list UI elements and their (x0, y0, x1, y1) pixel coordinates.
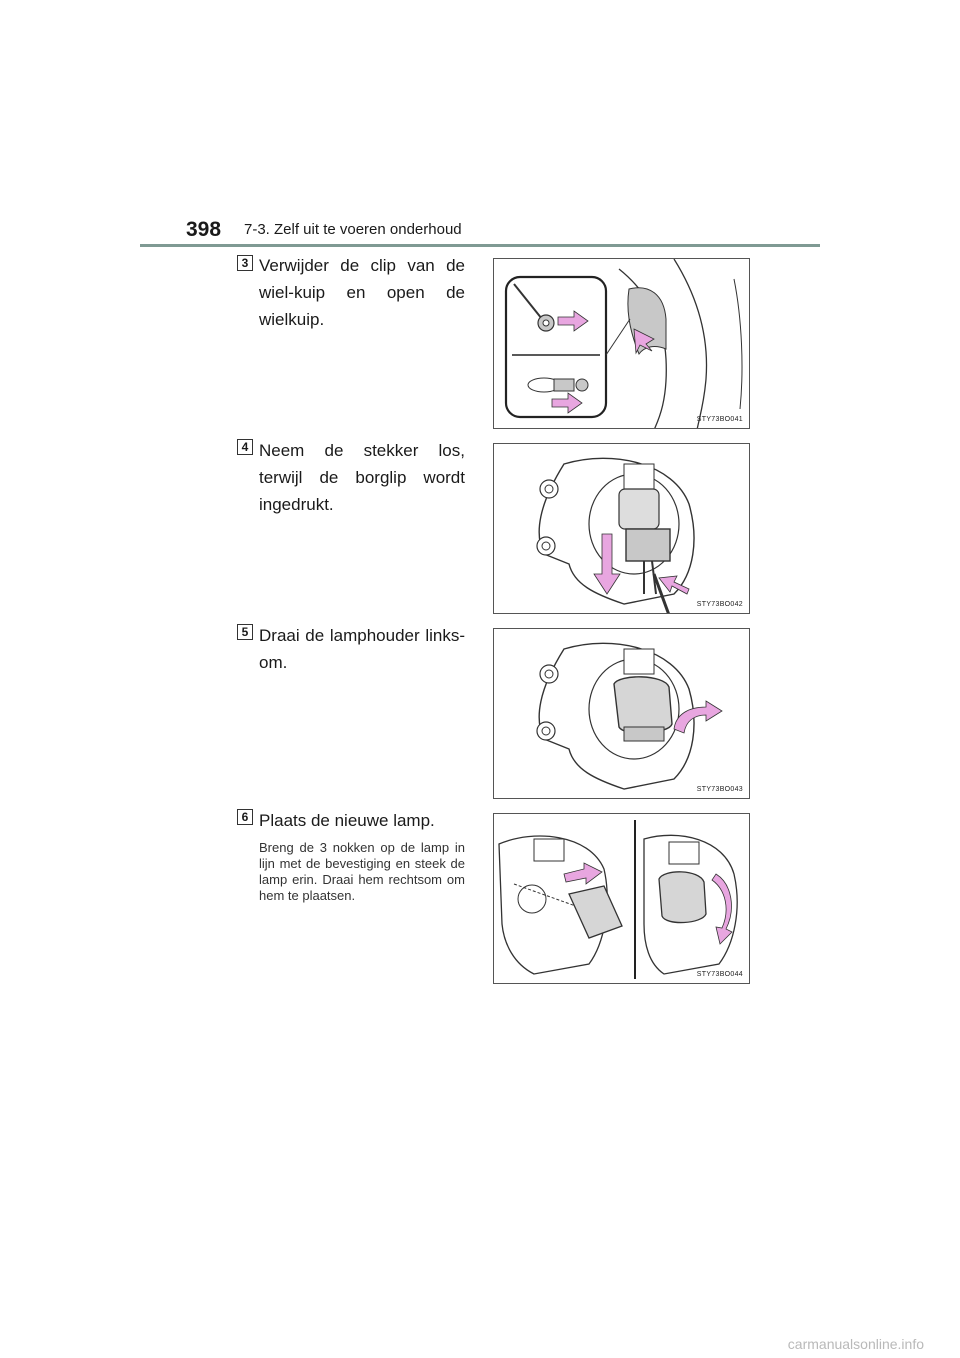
step-badge: 3 (237, 255, 253, 271)
figure-code: STY73BO044 (696, 971, 743, 978)
step-badge: 6 (237, 809, 253, 825)
connector-illustration (494, 444, 750, 614)
watermark: carmanualsonline.info (787, 1336, 924, 1352)
step-badge: 5 (237, 624, 253, 640)
figure-code: STY73BO043 (696, 786, 743, 793)
install-bulb-illustration (494, 814, 750, 984)
section-title: 7-3. Zelf uit te voeren onderhoud (244, 221, 462, 238)
figure-code: STY73BO041 (696, 416, 743, 423)
step-note: Breng de 3 nokken op de lamp in lijn met de bevestiging en steek de lamp erin. Draai hem rechtsom om hem te plaatsen. (259, 840, 465, 903)
figure-wheel-well-clip (493, 258, 750, 429)
step-text: Draai de lamphouder links-om. (259, 626, 465, 672)
figure-code: STY73BO042 (696, 601, 743, 608)
step-text: Verwijder de clip van de wiel-kuip en open de wielkuip. (259, 256, 465, 329)
step-text: Neem de stekker los, terwijl de borglip wordt ingedrukt. (259, 441, 465, 514)
figure-bulb-holder (493, 628, 750, 799)
figure-connector (493, 443, 750, 614)
header-rule (140, 244, 820, 247)
step-text: Plaats de nieuwe lamp. (259, 811, 435, 830)
figure-install-bulb (493, 813, 750, 984)
page-number: 398 (186, 218, 222, 241)
bulb-holder-illustration (494, 629, 750, 799)
wheel-well-illustration (494, 259, 750, 429)
step-badge: 4 (237, 439, 253, 455)
